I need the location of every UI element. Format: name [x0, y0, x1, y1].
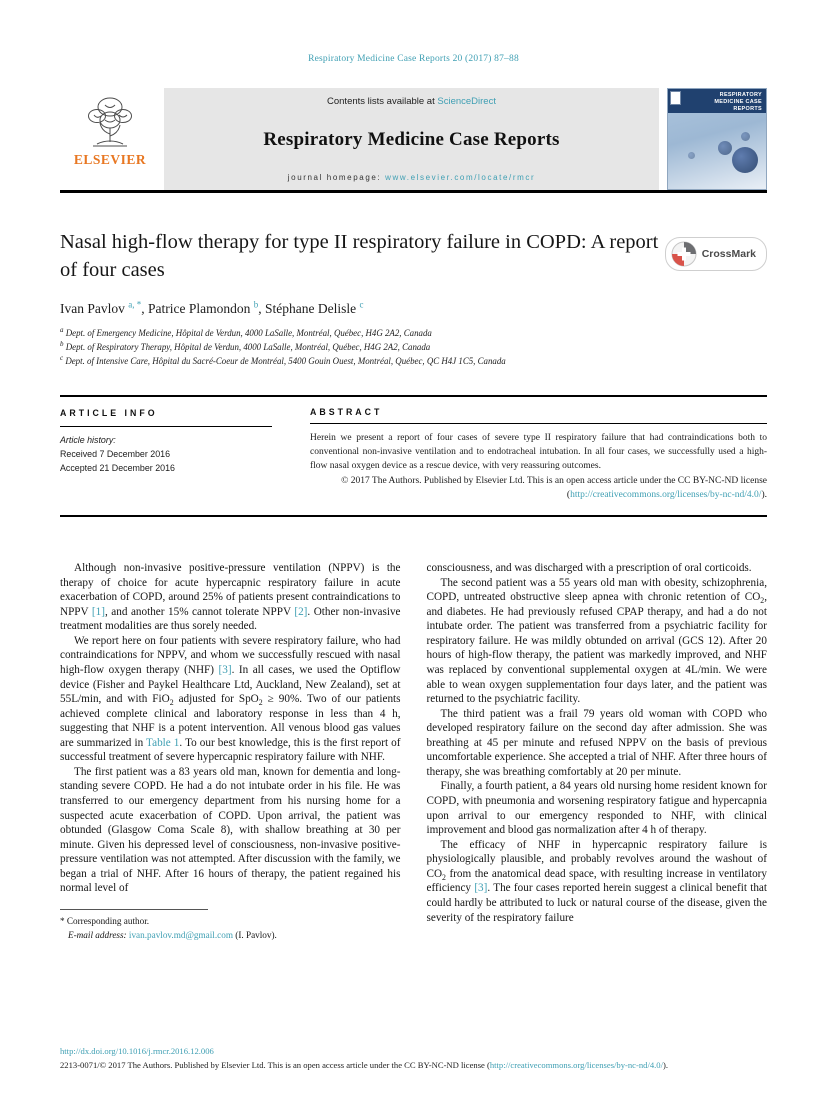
text-segment: . Other non-invasive treatment modalities are thus sorely needed. — [60, 605, 401, 633]
text-segment: Ivan Pavlov — [60, 301, 129, 317]
corresponding-author-note: * Corresponding author. — [60, 915, 150, 926]
author-affil-ref-c[interactable]: c — [359, 299, 364, 310]
cover-art-bubble — [718, 141, 732, 155]
article-info-rule — [60, 426, 272, 427]
cc-license-link-footer[interactable]: http://creativecommons.org/licenses/by-nc-nd/4.0/ — [489, 1059, 663, 1070]
footnote — [60, 909, 401, 943]
journal-homepage-link[interactable]: www.elsevier.com/locate/rmcr — [385, 173, 536, 182]
cover-art-bubble — [732, 147, 758, 173]
text-segment: ). — [761, 490, 767, 501]
text-segment: We report here on four patients with severe respiratory failure, who had contraindications for NPPV, and whom we successfully rescued with nasal high-flow oxygen therapy (NHF) — [60, 634, 401, 676]
text-segment: Dept. of Emergency Medicine, Hôpital de Verdun, 4000 LaSalle, Montréal, Québec, H4G 2A2, Canada — [63, 328, 432, 339]
article-info-heading: ARTICLE INFO — [60, 407, 158, 418]
paragraph — [427, 576, 768, 707]
table-1-link[interactable]: Table 1 — [146, 736, 180, 749]
text-segment: ). — [662, 1059, 668, 1070]
text-segment: c — [60, 353, 64, 362]
article-title: Nasal high-flow therapy for type II respiratory failure in COPD: A report of four cases — [60, 231, 659, 281]
text-segment: . In all cases, we used the Optiflow device (Fisher and Paykel Healthcare Ltd, Auckland, New Zealand), set at 55L/min, and with FiO — [60, 663, 401, 706]
citation-ref-3b[interactable]: [3] — [474, 882, 488, 895]
author-affil-ref-b[interactable]: b — [253, 299, 259, 310]
paragraph — [60, 765, 401, 896]
elsevier-tree-icon — [83, 92, 137, 150]
footnote-rule — [60, 909, 208, 910]
citation-ref-2[interactable]: [2] — [294, 605, 308, 618]
email-link[interactable]: ivan.pavlov.md@gmail.com — [128, 929, 233, 940]
text-segment: (I. Pavlov). — [232, 929, 277, 940]
cover-art-bubble — [741, 132, 750, 141]
affiliations — [60, 327, 767, 368]
text-segment: Finally, a fourth patient, a 84 years old nursing home resident known for COPD, with pneumonia and worsening respiratory fatigue and hypercapnia upon arrival to our emergency responded to NHF, with clinical improvement and blood gas normalization after 4 h of therapy. — [426, 780, 767, 837]
cover-art-bubble — [688, 152, 695, 159]
body-right-column — [427, 561, 768, 943]
masthead — [60, 88, 767, 190]
author-affil-ref-a[interactable]: a, * — [128, 299, 142, 310]
paragraph — [60, 634, 401, 765]
text-segment: a — [60, 326, 64, 335]
crossmark-badge[interactable] — [665, 237, 767, 271]
text-segment: Dept. of Intensive Care, Hôpital du Sacré-Coeur de Montréal, 5400 Gouin Ouest, Montréal, Québec, QC H4J 1C5, Canada — [63, 355, 506, 366]
paragraph — [427, 707, 768, 780]
text-segment: The first patient was a 83 years old man, known for dementia and long-standing severe COPD. He had a do not intubate order in his file. He was transferred to our emergency department from his nursing home for a suspected acute exacerbation of COPD. Upon arrival, the patient was obtunded (Glasgow Coma Scale 8), with shallow breathing at 30 per minute. Given his depressed level of consciousness, non-invasive positive-pressure ventilation was not attempted. After discussion with the family, we began a trial of NHF. After 16 hours of therapy, the patient regained his normal level of — [60, 765, 401, 895]
text-segment: The third patient was a frail 79 years old woman with COPD who developed respiratory failure on the second day after admission. She was breathing at 45 per minute and refused NPPV on the basis of previous uncomfortable experience. She accepted a trial of NHF. After three hours of therapy, she was breathing comfortably at 20 per minute. — [426, 707, 767, 778]
text-segment: Although non-invasive positive-pressure ventilation (NPPV) is the therapy of choice for acute hypercapnic respiratory failure in acute exacerbation of COPD, around 25% of patients present contraindications to NPPV — [60, 562, 401, 618]
citation-ref-3[interactable]: [3] — [218, 663, 232, 676]
homepage-line — [288, 173, 535, 182]
text-segment: 2 — [169, 698, 174, 708]
text-segment: b — [60, 340, 64, 349]
masthead-divider — [60, 190, 767, 193]
text-segment: 2 — [442, 873, 446, 883]
text-segment: consciousness, and was discharged with a prescription of oral corticoids. — [426, 562, 752, 575]
author-line — [60, 301, 767, 317]
paragraph — [60, 561, 401, 634]
text-segment: . To our best knowledge, this is the first report of successful treatment of severe hypercapnic respiratory failure with NHF. — [60, 736, 401, 764]
abstract-rule — [310, 423, 767, 424]
issn-license-line — [60, 1059, 767, 1072]
text-segment: , and another 15% cannot tolerate NPPV — [104, 605, 295, 618]
accepted-date: Accepted 21 December 2016 — [60, 462, 175, 473]
text-segment: The second patient was a 55 years old man with obesity, schizophrenia, COPD, untreated obstructive sleep apnea with chronic retention of CO — [426, 576, 767, 604]
text-segment: Dept. of Respiratory Therapy, Hôpital de Verdun, 4000 LaSalle, Montréal, Québec, H4G 2A2, Canada — [63, 342, 431, 353]
page-footer — [60, 1045, 767, 1072]
crossmark-icon — [671, 241, 697, 267]
doi-link[interactable]: http://dx.doi.org/10.1016/j.rmcr.2016.12.006 — [60, 1046, 214, 1057]
title-row — [60, 229, 767, 284]
text-segment: adjusted for SpO — [173, 693, 259, 706]
contents-prefix: Contents lists available at — [327, 96, 438, 107]
article-history-label: Article history: — [60, 435, 116, 446]
journal-header-box — [164, 88, 659, 190]
article-body — [60, 561, 767, 943]
cover-title-band — [668, 89, 766, 113]
citation-ref-1[interactable]: [1] — [91, 605, 105, 618]
article-info-abstract-section — [60, 395, 767, 517]
journal-title: Respiratory Medicine Case Reports — [263, 129, 560, 150]
homepage-prefix: journal homepage: — [287, 173, 386, 182]
text-segment: The efficacy of NHF in hypercapnic respiratory failure is physiologically plausible, and probably revolves around the washout of CO — [426, 838, 767, 880]
paragraph — [427, 779, 768, 837]
received-date: Received 7 December 2016 — [60, 449, 171, 460]
text-segment: , Stéphane Delisle — [258, 301, 360, 317]
abstract-column — [310, 407, 767, 503]
cover-publisher-mark — [670, 91, 681, 105]
body-left-column — [60, 561, 401, 943]
abstract-copyright — [310, 475, 767, 503]
text-segment: 2213-0071/© 2017 The Authors. Published by Elsevier Ltd. This is an open access article under the CC BY-NC-ND license ( — [60, 1059, 490, 1070]
affiliation-a — [60, 327, 767, 341]
text-segment: , Patrice Plamondon — [141, 301, 254, 317]
text-segment: , and diabetes. He had previously refused CPAP therapy, and had a do not intubate order. The patient was transferred from a psychiatric facility for respiratory failure. He was mildly obtunded on arrival (GCS 12). After 20 hours of high-flow therapy, the patient was markedly improved, and NHF was replaced by conventional supplemental oxygen at 4L/min. We were able to wean oxygen supplementation four days later, and the patient was returned to the psychiatric facility. — [426, 591, 767, 706]
text-segment: 2 — [760, 596, 765, 606]
sciencedirect-link[interactable]: ScienceDirect — [437, 96, 496, 107]
elsevier-wordmark: ELSEVIER — [73, 152, 147, 167]
text-segment: © 2017 The Authors. Published by Elsevier Ltd. This is an open access article under the CC BY-NC-ND license ( — [341, 476, 767, 501]
journal-cover-thumbnail[interactable] — [667, 88, 767, 190]
crossmark-label: CrossMark — [701, 247, 756, 260]
text-segment: 2 — [258, 698, 263, 708]
abstract-heading: ABSTRACT — [310, 406, 383, 417]
affiliation-c — [60, 355, 767, 369]
email-line — [60, 929, 401, 943]
article-info-column — [60, 407, 272, 503]
paragraph — [427, 561, 768, 576]
cc-license-link[interactable]: http://creativecommons.org/licenses/by-nc-nd/4.0/ — [570, 490, 762, 501]
affiliation-b — [60, 341, 767, 355]
cover-title: RESPIRATORY MEDICINE CASE REPORTS — [714, 92, 762, 113]
text-segment: E-mail address: — [68, 929, 129, 940]
journal-citation-link[interactable]: Respiratory Medicine Case Reports 20 (2017) 87–88 — [308, 54, 519, 64]
text-segment: ≥ 90%. Two of our patients achieved complete clinical and laboratory response in less than 4 h, suggesting that NHF is a potent intervention. All venous blood gas values are summarized in — [60, 693, 401, 749]
paragraph — [427, 838, 768, 925]
abstract-text: Herein we present a report of four cases of severe type II respiratory failure that had contraindications both to conventional non-invasive ventilation and to endotracheal intubation. In all four cases, we successfully used a high-flow nasal oxygen device as a rescue device, with very reassuring outcomes. — [310, 432, 767, 472]
text-segment: from the anatomical dead space, with resulting increase in ventilatory efficiency — [426, 867, 767, 895]
text-segment: . The four cases reported herein suggest a clinical benefit that could hardly be attributed to luck or natural course of the disease, given the severity of the respiratory failure — [426, 882, 767, 924]
elsevier-logo[interactable] — [60, 88, 160, 190]
contents-line — [327, 96, 496, 107]
